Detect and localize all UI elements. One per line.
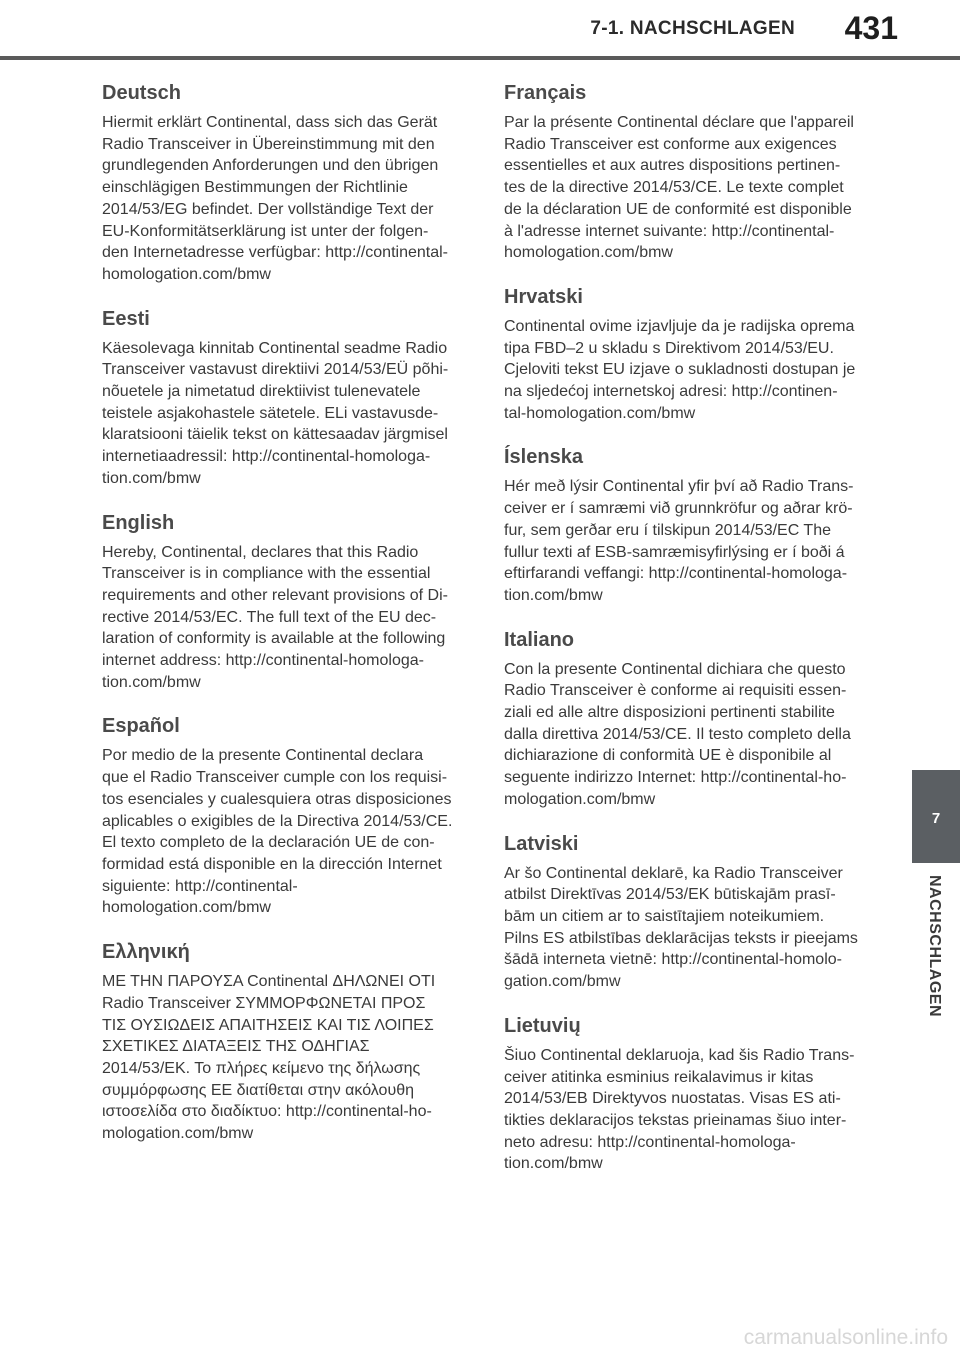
section-body: Con la presente Continental dichiara che questo Radio Transceiver è conforme ai requisiti essen- ziali ed alle altre disposizioni pertinenti stabilite dalla direttiva 2014/53/CE. Il testo completo della dichiarazione di conformità UE è disponibile al seguente indirizzo Internet: http://continental-ho- mologation.com/bmw	[504, 660, 851, 808]
section-greek	[102, 939, 462, 1145]
section-espanol	[102, 713, 462, 919]
section-body: Käesolevaga kinnitab Continental seadme Radio Transceiver vastavust direktiivi 2014/53/EÜ põhi- nõuetele ja nimetatud direktiivist tulenevatele teistele asjakohastele sätetele. ELi vastavusde- klaratsiooni täielik tekst on kättesaadav järgmisel internetiaadressil: http://continental-homologa- tion.com/bmw	[102, 339, 449, 487]
left-column	[102, 80, 462, 1165]
section-heading: Deutsch	[102, 82, 181, 104]
section-heading: Ελληνική	[102, 941, 190, 964]
section-body: Por medio de la presente Continental declara que el Radio Transceiver cumple con los requisi- tos esenciales y cualesquiera otras disposiciones aplicables o exigibles de la Directiva 2014/53/CE. El texto completo de la declaración UE de con- formidad está disponible en la dirección Internet siguiente: http://continental- homologation.com/bmw	[102, 747, 453, 917]
section-heading: English	[102, 511, 175, 534]
chapter-tab	[912, 770, 960, 863]
header-divider	[0, 56, 960, 60]
section-italiano	[504, 627, 864, 811]
section-body: Ar šo Continental deklarē, ka Radio Transceiver atbilst Direktīvas 2014/53/EK būtiskajām prasī- bām un citiem ar to saistītajiem noteikumiem. Pilns ES atbilstības deklarācijas teksts ir pieejams šādā interneta vietnē: http://continental-homolo- gation.com/bmw	[504, 864, 858, 991]
section-body: Continental ovime izjavljuje da je radijska oprema tipa FBD–2 u skladu s Direktivom 2014/53/EU. Cjeloviti tekst EU izjave o sukladnosti dostupan je na sljedećoj internetskoj adresi: http://continen- tal-homologation.com/bmw	[504, 317, 856, 422]
section-heading: Eesti	[102, 307, 150, 330]
page-number: 431	[844, 10, 898, 46]
section-heading: Latviski	[504, 832, 579, 855]
chapter-tab-label: NACHSCHLAGEN	[926, 875, 943, 1017]
watermark: carmanualsonline.info	[743, 1326, 948, 1349]
section-francais	[504, 80, 864, 264]
section-latviski	[504, 831, 864, 993]
section-heading: Lietuvių	[504, 1014, 581, 1037]
section-body: ΜΕ ΤΗΝ ΠΑΡΟΥΣΑ Continental ΔΗΛΩΝΕΙ ΟΤΙ Radio Transceiver ΣΥΜΜΟΡΦΩΝΕΤΑΙ ΠΡΟΣ ΤΙΣ ΟΥΣΙΩΔΕΙΣ ΑΠΑΙΤΗΣΕΙΣ ΚΑΙ ΤΙΣ ΛΟΙΠΕΣ ΣΧΕΤΙΚΕΣ ΔΙΑΤΑΞΕΙΣ ΤΗΣ ΟΔΗΓΙΑΣ 2014/53/ΕΚ. Το πλήρες κείμενο της δήλωσης συμμόρφωσης ΕΕ διατίθεται στην ακόλουθη ιστοσελίδα στο διαδίκτυο: http://continental-ho- mologation.com/bmw	[102, 973, 436, 1143]
section-heading: Íslenska	[504, 446, 583, 469]
section-eesti	[102, 306, 462, 490]
section-body: Hereby, Continental, declares that this Radio Transceiver is in compliance with the essential requirements and other relevant provisions of Di- rective 2014/53/EC. The full text of the EU dec- laration of conformity is available at the following internet address: http://continental-homologa- tion.com/bmw	[102, 543, 448, 691]
chapter-title: 7-1. NACHSCHLAGEN	[590, 18, 795, 39]
section-body: Šiuo Continental deklaruoja, kad šis Radio Trans- ceiver atitinka esminius reikalavimus ir kitas 2014/53/EB Direktyvos nuostatas. Visas ES ati- tikties deklaracijos tekstas prieinamas šiuo inter- neto adresu: http://continental-homologa- tion.com/bmw	[504, 1046, 855, 1173]
section-body: Hiermit erklärt Continental, dass sich das Gerät Radio Transceiver in Übereinstimmung mit den grundlegenden Anforderungen und den übrigen einschlägigen Bestimmungen der Richtlinie 2014/53/EG befindet. Der vollständige Text der EU-Konformitätserklärung ist unter der folgen- den Internetadresse verfügbar: http://continental- homologation.com/bmw	[102, 114, 448, 283]
section-lietuviu	[504, 1013, 864, 1175]
section-heading: Español	[102, 715, 180, 738]
section-english	[102, 510, 462, 694]
section-heading: Français	[504, 82, 587, 104]
section-islenska	[504, 444, 864, 606]
section-heading: Italiano	[504, 628, 575, 651]
chapter-tab-number: 7	[931, 810, 941, 827]
section-deutsch	[102, 80, 462, 286]
section-body: Par la présente Continental déclare que l'appareil Radio Transceiver est conforme aux exigences essentielles et aux autres dispositions pertinen- tes de la directive 2014/53/CE. Le texte complet de la déclaration UE de conformité est disponible à l'adresse internet suivante: http://continental- homologation.com/bmw	[504, 114, 854, 262]
right-column	[504, 80, 864, 1195]
section-hrvatski	[504, 284, 864, 425]
section-heading: Hrvatski	[504, 285, 583, 308]
page-header	[0, 0, 960, 60]
section-body: Hér með lýsir Continental yfir því að Radio Trans- ceiver er í samræmi við grunnkröfur og aðrar krö- fur, sem gerðar eru í tilskipun 2014/53/EC The fullur texti af ESB-samræmisyfirlýsing er í boði á eftirfarandi veffangi: http://continental-homologa- tion.com/bmw	[504, 478, 854, 604]
